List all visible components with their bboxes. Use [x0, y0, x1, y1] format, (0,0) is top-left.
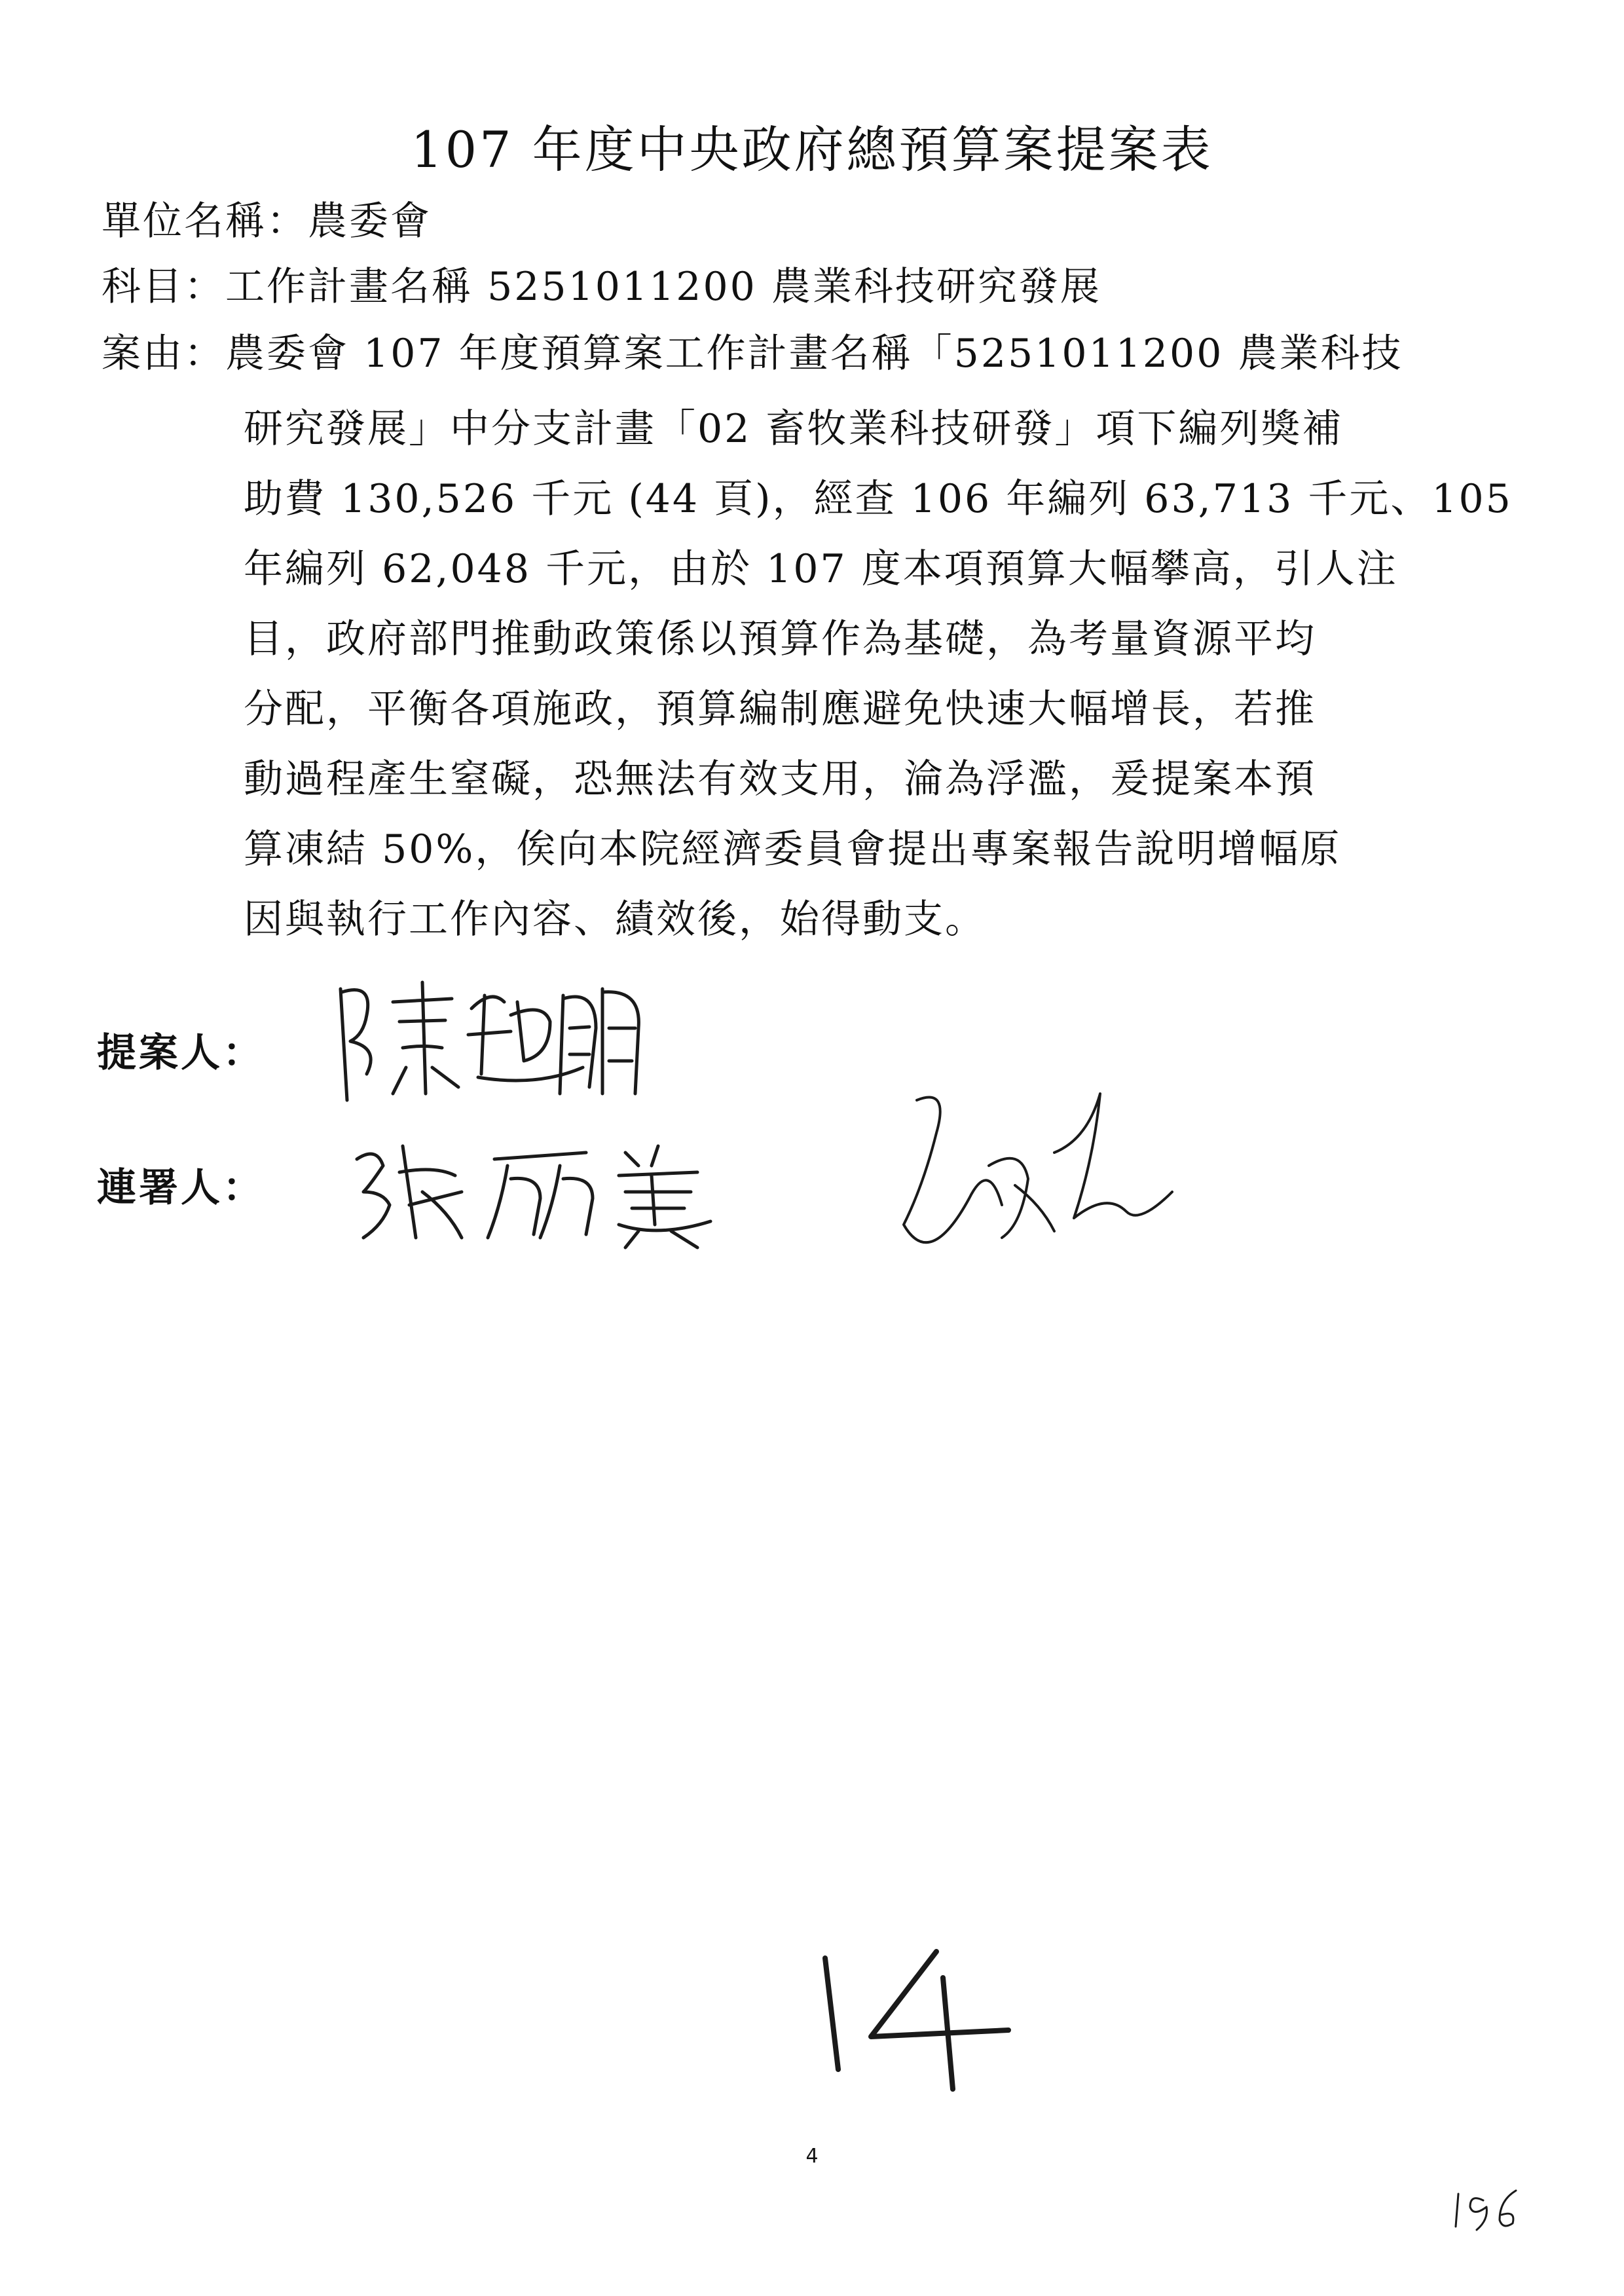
reason-line: 目，政府部門推動政策係以預算作為基礎，為考量資源平均 — [244, 616, 1316, 662]
cosigner-label: 連署人： — [97, 1165, 265, 1211]
unit-name-line: 單位名稱：農委會 — [101, 198, 432, 244]
cosigner-signature-2 — [891, 1074, 1179, 1284]
reason-line: 算凍結 50%，俟向本院經濟委員會提出專案報告說明增幅原 — [244, 826, 1342, 872]
page-number: 4 — [805, 2145, 819, 2168]
proposer-signature — [327, 963, 668, 1113]
reason-line: 年編列 62,048 千元，由於 107 度本項預算大幅攀高，引人注 — [244, 546, 1398, 592]
reason-line: 動過程產生窒礙，恐無法有效支用，淪為浮濫，爰提案本預 — [244, 756, 1316, 802]
subject-line: 科目：工作計畫名稱 5251011200 農業科技研究發展 — [101, 264, 1101, 310]
reason-line: 研究發展」中分支計畫「02 畜牧業科技研發」項下編列獎補 — [244, 406, 1344, 452]
handwritten-page-number — [1450, 2181, 1529, 2233]
reason-first-line: 案由：農委會 107 年度預算案工作計畫名稱「5251011200 農業科技 — [101, 331, 1403, 377]
reason-line: 助費 130,526 千元 (44 頁)，經查 106 年編列 63,713 千元、105 — [244, 476, 1513, 522]
handwritten-number — [812, 1938, 1035, 2096]
reason-line: 分配，平衡各項施政，預算編制應避免快速大幅增長，若推 — [244, 686, 1316, 732]
cosigner-signature-1 — [344, 1126, 737, 1251]
document-title: 107 年度中央政府總預算案提案表 — [411, 120, 1213, 179]
reason-body — [244, 394, 1527, 955]
reason-line: 因與執行工作內容、績效後，始得動支。 — [244, 897, 986, 942]
proposer-label: 提案人： — [97, 1030, 265, 1076]
